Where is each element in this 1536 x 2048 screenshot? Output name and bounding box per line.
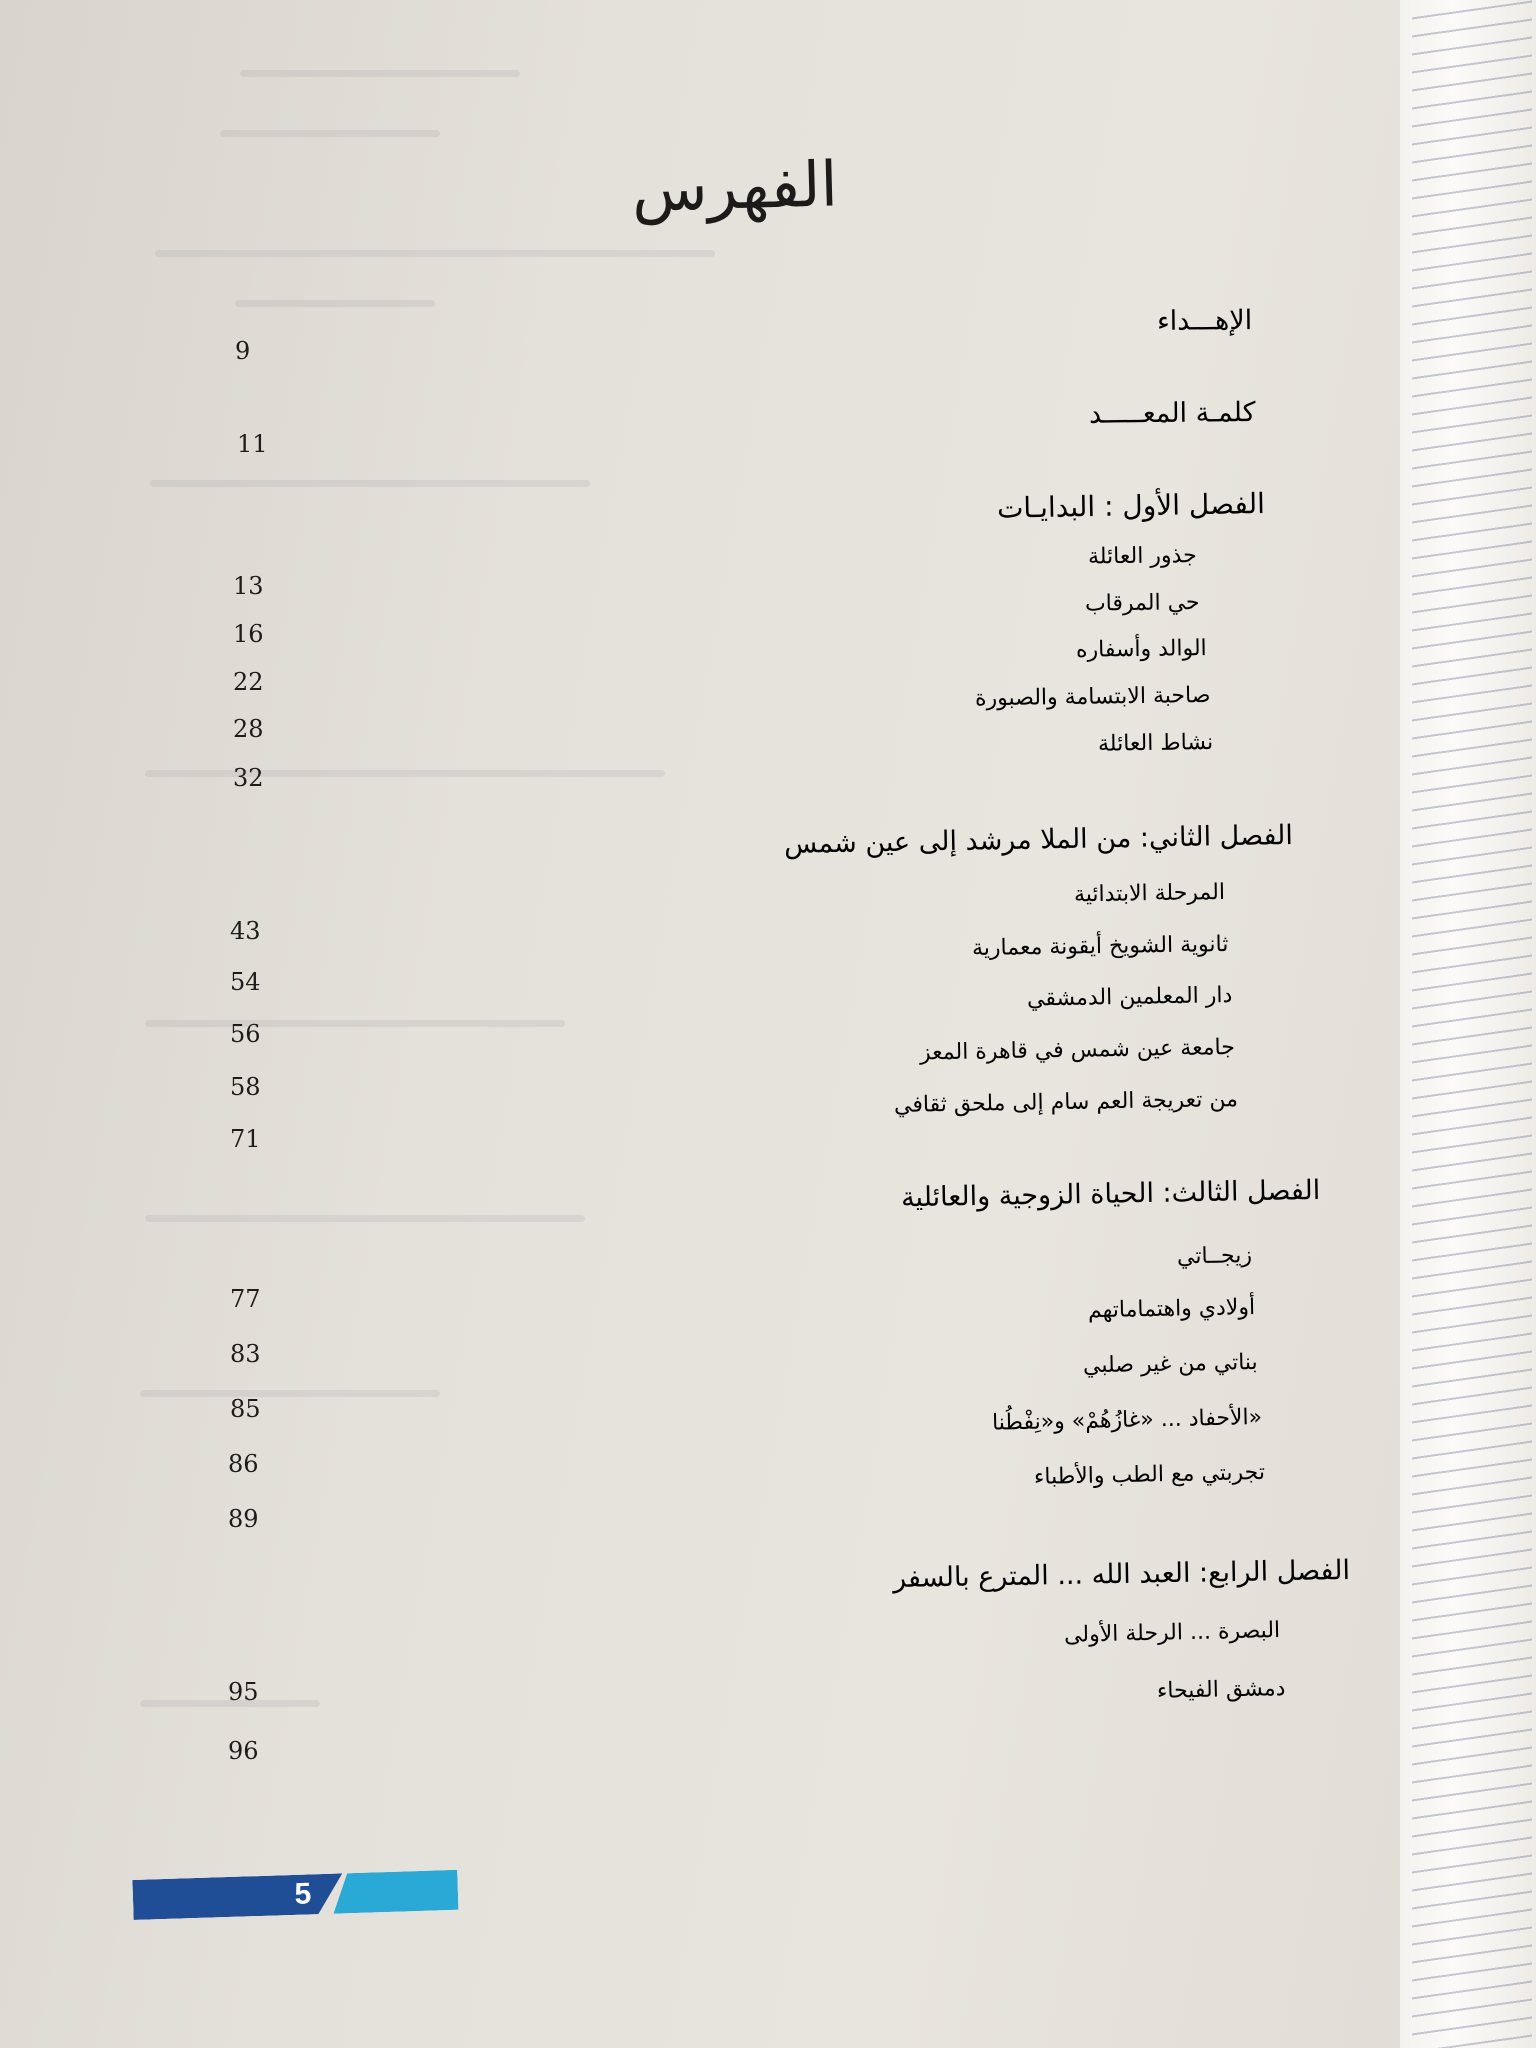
leader-dots [300,1711,1108,1729]
chapter-title: الفصل الثالث: الحياة الزوجية والعائلية [900,1175,1321,1214]
entry-title: الأحفاد ... «غازُهُمْ» و«نِفْطُنا» [991,1405,1263,1436]
page-reference: 54 [230,968,261,996]
leader-dots [310,909,1040,920]
page-reference: 71 [230,1125,261,1153]
entry-title: من تعريجة العم سام إلى ملحق ثقافي [893,1087,1239,1118]
page-reference: 85 [230,1395,261,1423]
leader-dots [305,1274,1135,1290]
entry-title: الوالد وأسفاره [1076,636,1208,663]
page-reference: 13 [233,572,264,600]
leader-dots [313,573,1055,583]
page-reference: 95 [228,1678,259,1706]
chapter-title: الفصل الثاني: من الملا مرشد إلى عين شمس [783,820,1294,860]
page-reference: 77 [230,1285,261,1313]
chapter-title: الفصل الأول : البدايـات [996,487,1266,525]
chapter-title: الإهـــداء [1156,305,1253,337]
facing-page-text-lines [1412,0,1532,2048]
page-number-badge [132,1862,459,1928]
leader-dots [307,1121,810,1130]
page-reference: 32 [233,764,264,792]
entry-title: بناتي من غير صلبي [1083,1350,1259,1379]
page-reference: 28 [233,715,264,743]
leader-dots [305,331,1128,338]
page-reference: 89 [228,1505,259,1533]
leader-dots [313,620,1075,631]
page-title: الفهرس [630,147,839,226]
chapter-title: الفصل الرابع: العبد الله ... المترع بالسفر [892,1555,1351,1594]
leader-dots [310,963,897,972]
leader-dots [303,1654,1005,1670]
entry-title: صاحبة الابتسامة والصبورة [974,683,1211,712]
show-through-line [235,300,435,307]
page-reference: 16 [233,620,264,648]
badge-light-band [332,1870,458,1914]
leader-dots [303,1434,1195,1453]
show-through-line [150,480,590,487]
entry-title: جامعة عين شمس في قاهرة المعز [920,1035,1236,1066]
page-reference: 56 [230,1020,261,1048]
page-reference: 96 [228,1737,259,1765]
entry-title: دار المعلمين الدمشقي [1026,983,1233,1012]
page-reference: 9 [235,337,251,365]
show-through-line [220,130,440,137]
page-number: 5 [294,1877,312,1911]
page-reference: 58 [230,1073,261,1101]
leader-dots [305,1328,1025,1342]
leader-dots [308,1068,857,1078]
leader-dots [313,714,895,722]
leader-dots [303,1493,975,1507]
entry-title: المرحلة الابتدائية [1073,880,1226,908]
show-through-line [145,770,665,777]
facing-page-edge [1400,0,1536,2048]
entry-title: أولادي واهتماماتهم [1087,1295,1256,1324]
leader-dots [308,426,1045,434]
entry-title: دمشق الفيحاء [1156,1676,1286,1704]
show-through-line [155,250,715,257]
page-reference: 11 [237,430,268,458]
entry-title: زيجــاتي [1176,1243,1253,1270]
entry-title: حي المرقاب [1085,590,1201,617]
show-through-line [145,1215,585,1222]
entry-title: ثانوية الشويخ أيقونة معمارية [971,932,1229,962]
page-reference: 43 [230,917,261,945]
page-reference: 83 [230,1340,261,1368]
page-reference: 86 [228,1450,259,1478]
page-reference: 22 [233,668,264,696]
show-through-line [145,1020,565,1027]
entry-title: البصرة ... الرحلة الأولى [1063,1618,1281,1648]
leader-dots [312,667,1048,677]
entry-title: جذور العائلة [1088,543,1198,570]
chapter-title: كلمـة المعـــــد [1088,397,1256,430]
show-through-line [240,70,520,77]
entry-title: نشاط العائلة [1097,730,1214,757]
entry-title: تجربتي مع الطب والأطباء [1033,1460,1266,1490]
